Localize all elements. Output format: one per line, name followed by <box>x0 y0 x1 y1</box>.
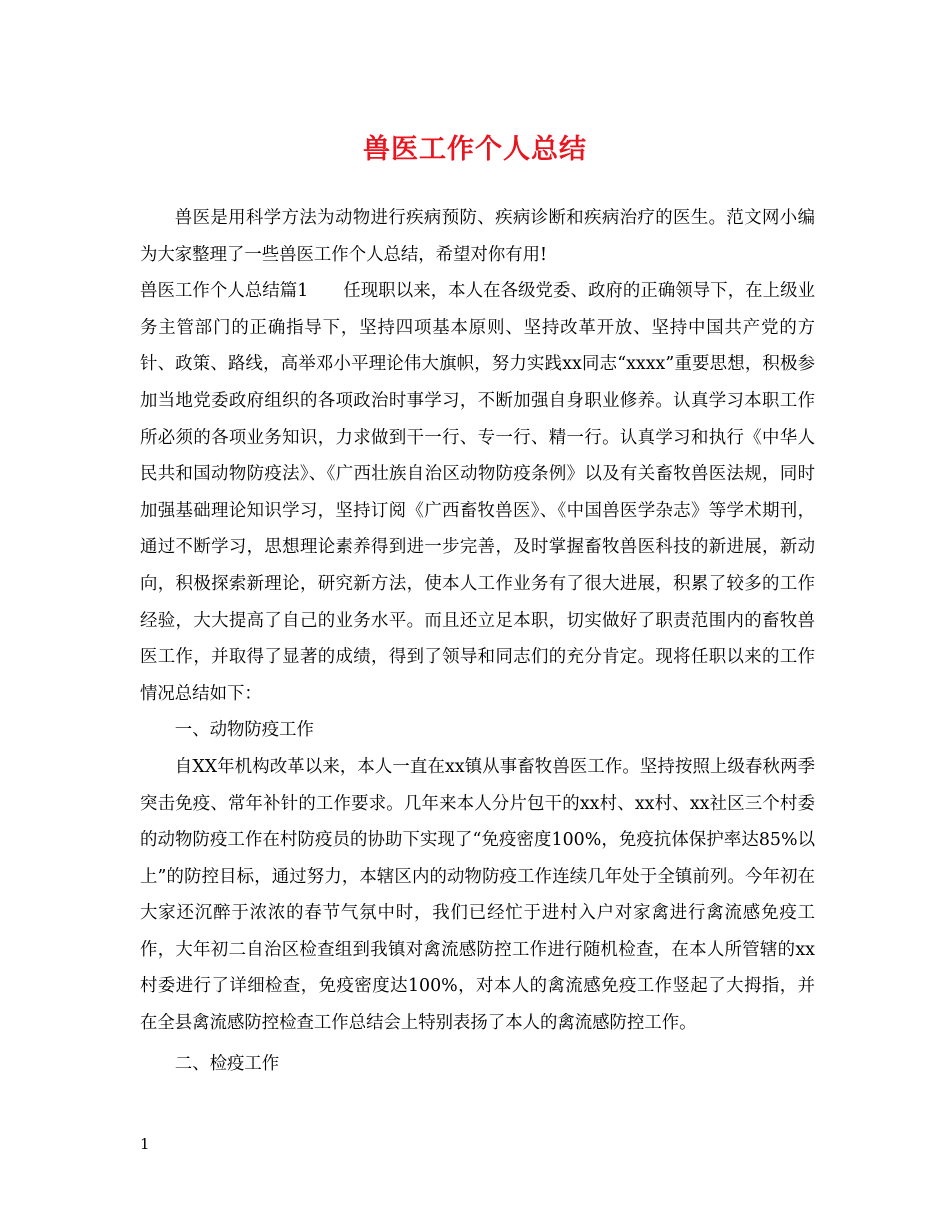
intro-paragraph: 兽医是用科学方法为动物进行疾病预防、疾病诊断和疾病治疗的医生。范文网小编为大家整理了一些兽医工作个人总结，希望对你有用! <box>140 208 815 265</box>
summary-paragraph-1: 兽医工作个人总结篇1 任现职以来，本人在各级党委、政府的正确领导下，在上级业务主管部门的正确指导下，坚持四项基本原则、坚持改革开放、坚持中国共产党的方针、政策、路线，高举邓小平理论伟大旗帜，努力实践xx同志“xxxx”重要思想，积极参加当地党委政府组织的各项政治时事学习，不断加强自身职业修养。认真学习本职工作所必须的各项业务知识，力求做到干一行、专一行、精一行。认真学习和执行《中华人民共和国动物防疫法》、《广西壮族自治区动物防疫条例》以及有关畜牧兽医法规，同时加强基础理论知识学习，坚持订阅《广西畜牧兽医》、《中国兽医学杂志》等学术期刊，通过不断学习，思想理论素养得到进一步完善，及时掌握畜牧兽医科技的新进展，新动向，积极探索新理论，研究新方法，使本人工作业务有了很大进展，积累了较多的工作经验，大大提高了自己的业务水平。而且还立足本职，切实做好了职责范围内的畜牧兽医工作，并取得了显著的成绩，得到了领导和同志们的充分肯定。现将任职以来的工作情况总结如下： <box>140 281 815 704</box>
document-body <box>140 200 815 1082</box>
epidemic-prevention-paragraph: 自XX年机构改革以来，本人一直在xx镇从事畜牧兽医工作。坚持按照上级春秋两季突击免疫、常年补针的工作要求。几年来本人分片包干的xx村、xx村、xx社区三个村委的动物防疫工作在村防疫员的协助下实现了“免疫密度100%，免疫抗体保护率达85%以上”的防控目标，通过努力，本辖区内的动物防疫工作连续几年处于全镇前列。今年初在大家还沉醉于浓浓的春节气氛中时，我们已经忙于进村入户对家禽进行禽流感免疫工作，大年初二自治区检查组到我镇对禽流感防控工作进行随机检查，在本人所管辖的xx村委进行了详细检查，免疫密度达100%，对本人的禽流感免疫工作竖起了大拇指，并在全县禽流感防控检查工作总结会上特别表扬了本人的禽流感防控工作。 <box>140 756 815 1034</box>
document-title: 兽医工作个人总结 <box>363 134 587 165</box>
section-heading-quarantine: 二、检疫工作 <box>174 1053 280 1074</box>
page-number: 1 <box>140 1135 150 1153</box>
section-heading-epidemic-prevention: 一、动物防疫工作 <box>174 720 314 741</box>
